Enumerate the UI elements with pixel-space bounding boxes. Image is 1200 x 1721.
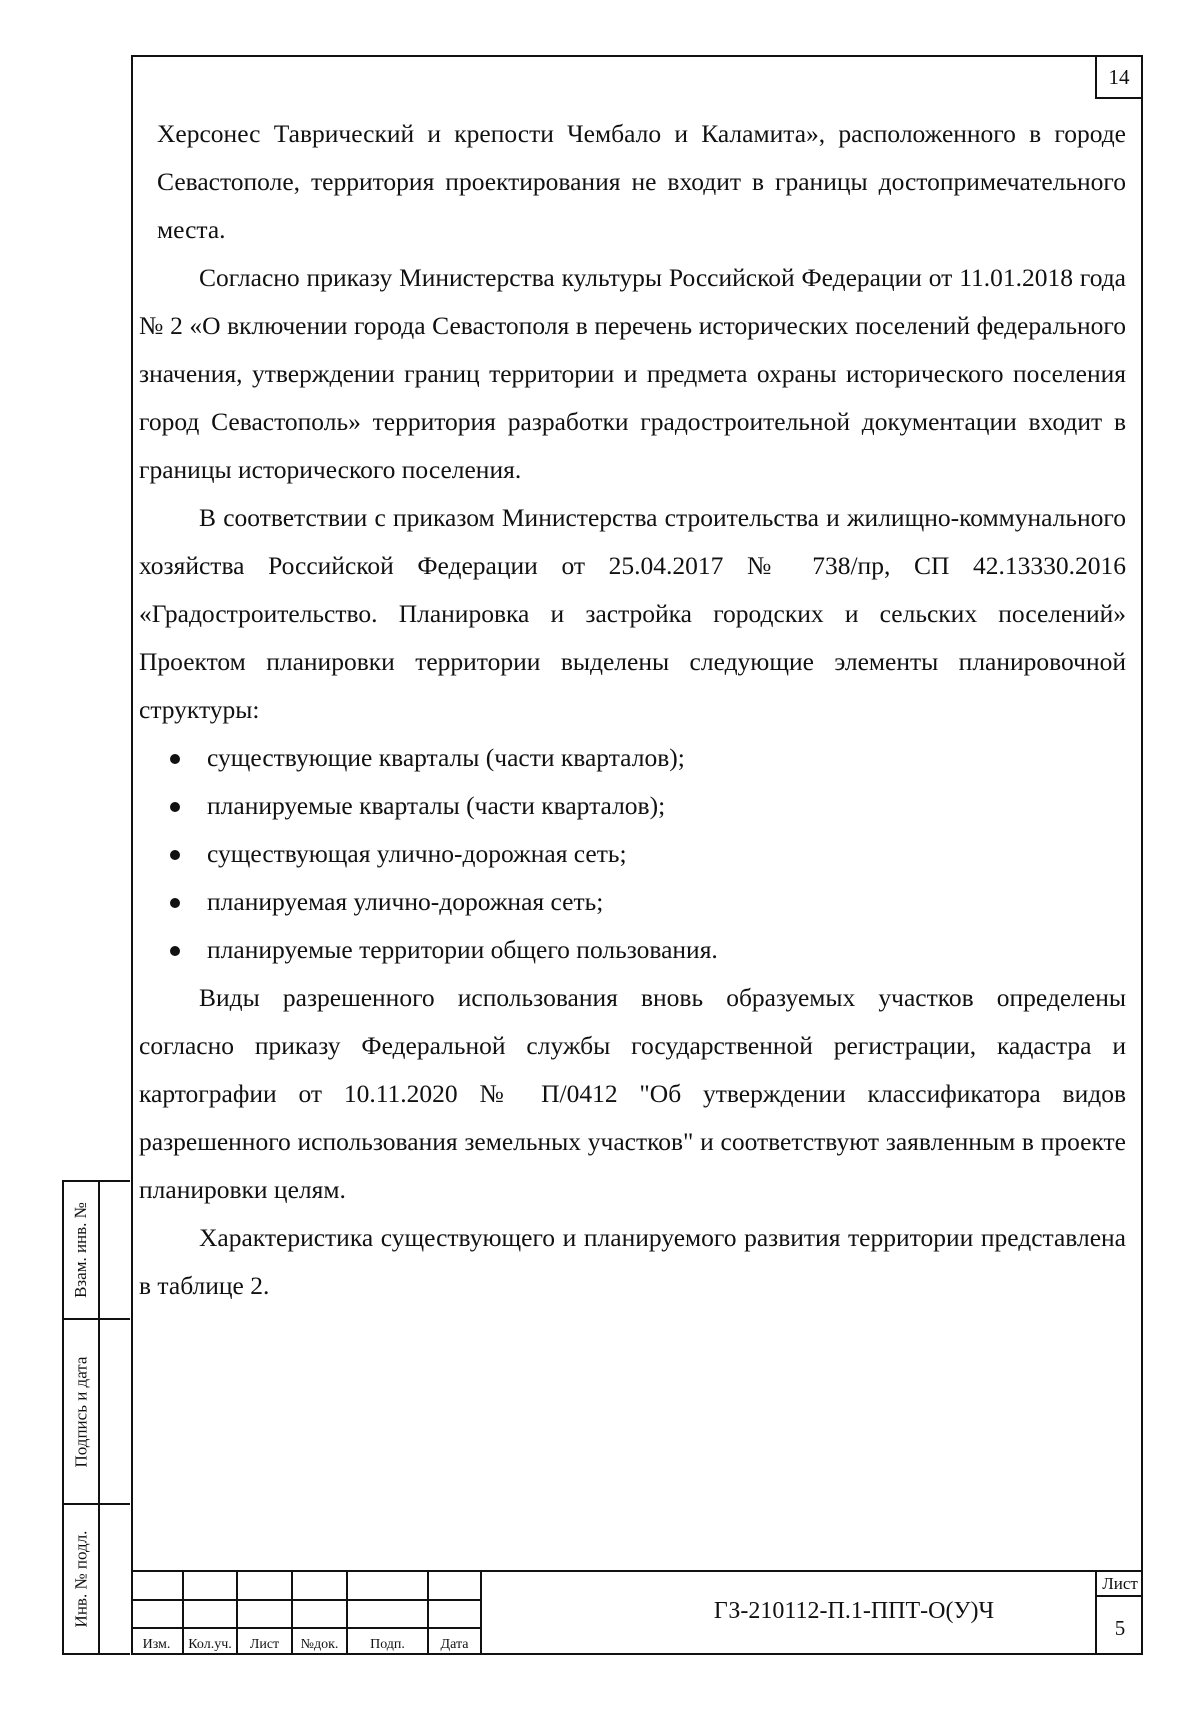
list-item: планируемые кварталы (части кварталов); (139, 782, 1126, 830)
paragraph: Характеристика существующего и планируемого развития территории представлена в таблице 2. (139, 1223, 1126, 1300)
paragraph: В соответствии с приказом Министерства строительства и жилищно-коммунального хозяйства Российской Федерации от 25.04.2017 № 738/пр, СП 42.13330.2016 «Градостроительство. Планировка и застройка городских и сельских поселений» Проектом планировки территории выделены следующие элементы планировочной структуры: (139, 503, 1126, 724)
top-page-number: 14 (1095, 57, 1141, 99)
paragraph: Виды разрешенного использования вновь образуемых участков определены согласно приказу Федеральной службы государственной регистрации, кадастра и картографии от 10.11.2020 № П/0412 "Об утверждении классификатора видов разрешенного использования земельных участков" и соответствуют заявленным в проекте планировки целям. (139, 983, 1126, 1204)
tb-label-izm: Изм. (142, 1637, 171, 1652)
tb-label-kol-uch: Кол.уч. (188, 1637, 232, 1652)
bullet-list (139, 734, 1126, 974)
side-stamp-inv-podl (62, 1503, 130, 1655)
side-label-podpis-data: Подпись и дата (71, 1356, 90, 1467)
tb-label-data: Дата (440, 1637, 469, 1652)
side-stamp-vzam (62, 1180, 130, 1320)
sheet-label: Лист (1097, 1574, 1143, 1597)
paragraph: Согласно приказу Министерства культуры Российской Федерации от 11.01.2018 года № 2 «О включении города Севастополя в перечень исторических поселений федерального значения, утверждении границ территории и предмета охраны исторического поселения город Севастополь» территория разработки градостроительной документации входит в границы исторического поселения. (139, 263, 1126, 484)
tb-label-ndok: №док. (300, 1637, 339, 1652)
paragraph: Херсонес Таврический и крепости Чембало и Каламита», расположенного в городе Севастополе, территория проектирования не входит в границы достопримечательного места. (157, 119, 1126, 244)
document-body (139, 110, 1126, 1310)
title-block (131, 1570, 1143, 1655)
sheet-number: 5 (1114, 1616, 1126, 1640)
sheet-box (1095, 1572, 1143, 1655)
document-code: ГЗ-210112-П.1-ППТ-О(У)Ч (713, 1598, 995, 1624)
list-item: существующая улично-дорожная сеть; (139, 830, 1126, 878)
side-stamp-podpis (62, 1318, 130, 1505)
list-item: планируемые территории общего пользования. (139, 926, 1126, 974)
tb-label-list: Лист (249, 1637, 280, 1652)
side-label-inv-podl: Инв. № подл. (71, 1530, 90, 1628)
side-label-vzam-inv: Взам. инв. № (71, 1202, 90, 1298)
list-item: планируемая улично-дорожная сеть; (139, 878, 1126, 926)
tb-label-podp: Подп. (370, 1637, 405, 1652)
list-item: существующие кварталы (части кварталов); (139, 734, 1126, 782)
